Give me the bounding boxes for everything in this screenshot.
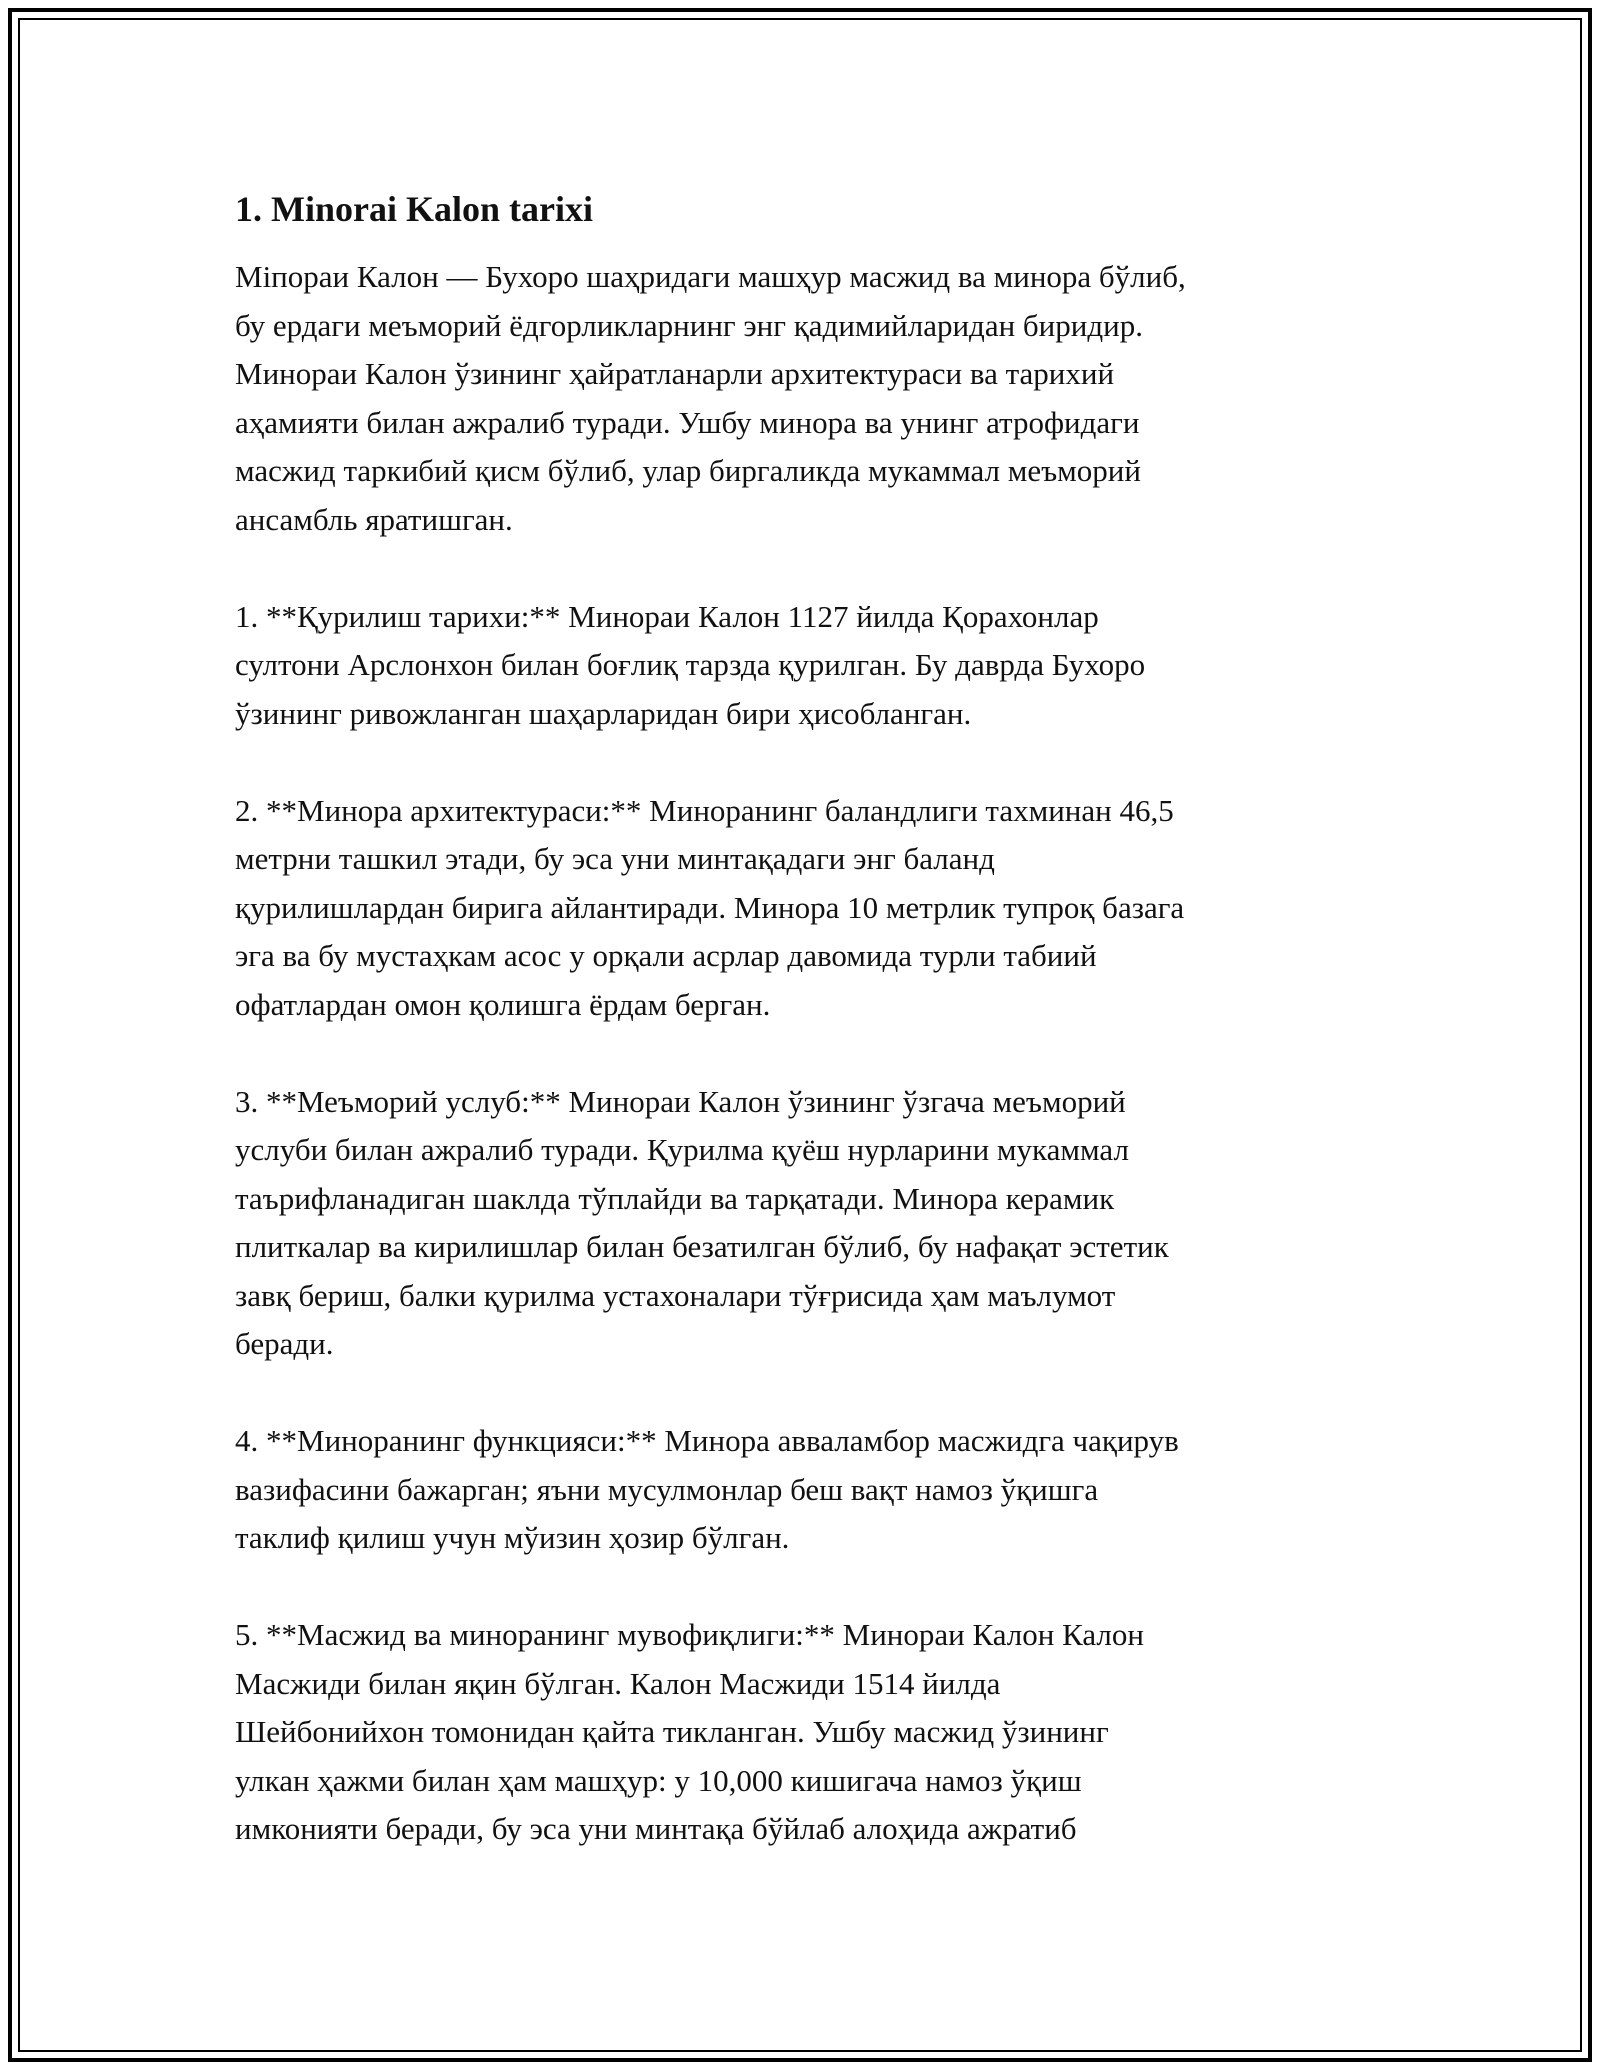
text-line: 3. **Меъморий услуб:** Минораи Калон ўзининг ўзгача меъморий bbox=[235, 1083, 1126, 1119]
text-line: Минораи Калон ўзининг ҳайратланарли архитектураси ва тарихий bbox=[235, 356, 1115, 391]
text-line: вазифасини бажарган; яъни мусулмонлар беш вақт намоз ўқишга bbox=[235, 1471, 1099, 1507]
text-line: офатлардан омон қолишга ёрдам берган. bbox=[235, 986, 771, 1022]
text-line: плиткалар ва кирилишлар билан безатилган бўлиб, бу нафақат эстетик bbox=[235, 1229, 1169, 1264]
text-line: 5. **Масжид ва миноранинг мувофиқлиги:** Минораи Калон Калон bbox=[235, 1617, 1144, 1652]
list-item-style bbox=[235, 1078, 1375, 1369]
text-line: метрни ташкил этади, бу эса уни минтақадаги энг баланд bbox=[235, 841, 995, 876]
text-line: ўзининг ривожланган шаҳарларидан бири ҳисобланган. bbox=[235, 695, 972, 731]
text-line: қурилишлардан бирига айлантиради. Минора 10 метрлик тупроқ базага bbox=[235, 889, 1185, 925]
text-line: Міпораи Калон — Бухоро шаҳридаги машҳур масжид ва минора бўлиб, bbox=[235, 259, 1186, 294]
text-line: улкан ҳажми билан ҳам машҳур: у 10,000 кишигача намоз ўқиш bbox=[235, 1762, 1082, 1798]
text-line: ансамбль яратишган. bbox=[235, 501, 513, 537]
text-line: Масжиди билан яқин бўлган. Калон Масжиди 1514 йилда bbox=[235, 1665, 1001, 1701]
text-line: имконияти беради, бу эса уни минтақа бўйлаб алоҳида ажратиб bbox=[235, 1811, 1077, 1846]
text-line: аҳамияти билан ажралиб туради. Ушбу минора ва унинг атрофидаги bbox=[235, 404, 1140, 440]
text-line: султони Арслонхон билан боғлиқ тарзда қурилган. Бу даврда Бухоро bbox=[235, 647, 1146, 682]
document-body bbox=[235, 185, 1375, 1902]
list-item-construction-history bbox=[235, 593, 1375, 739]
section-heading: 1. Minorai Kalon tarixi bbox=[235, 189, 593, 229]
text-line: услуби билан ажралиб туради. Қурилма қуёш нурларини мукаммал bbox=[235, 1132, 1129, 1167]
intro-paragraph bbox=[235, 253, 1375, 544]
text-line: беради. bbox=[235, 1326, 334, 1361]
text-line: завқ бериш, балки қурилма устахоналари тўғрисида ҳам маълумот bbox=[235, 1277, 1116, 1313]
text-line: 2. **Минора архитектураси:** Миноранинг баландлиги тахминан 46,5 bbox=[235, 792, 1174, 828]
list-item-mosque-harmony bbox=[235, 1611, 1375, 1854]
text-line: 1. **Қурилиш тарихи:** Минораи Калон 1127 йилда Қорахонлар bbox=[235, 598, 1099, 634]
list-item-architecture bbox=[235, 787, 1375, 1030]
text-line: масжид таркибий қисм бўлиб, улар биргаликда мукаммал меъморий bbox=[235, 453, 1141, 488]
text-line: 4. **Миноранинг функцияси:** Минора авваламбор масжидга чақирув bbox=[235, 1423, 1179, 1458]
text-line: Шейбонийхон томонидан қайта тикланган. Ушбу масжид ўзининг bbox=[235, 1714, 1109, 1749]
text-line: бу ердаги меъморий ёдгорликларнинг энг қадимийларидан биридир. bbox=[235, 307, 1143, 343]
list-item-function bbox=[235, 1417, 1375, 1563]
text-line: эга ва бу мустаҳкам асос у орқали асрлар давомида турли табиий bbox=[235, 938, 1097, 973]
text-line: таклиф қилиш учун мўизин ҳозир бўлган. bbox=[235, 1520, 790, 1555]
text-line: таърифланадиган шаклда тўплайди ва тарқатади. Минора керамик bbox=[235, 1180, 1115, 1216]
